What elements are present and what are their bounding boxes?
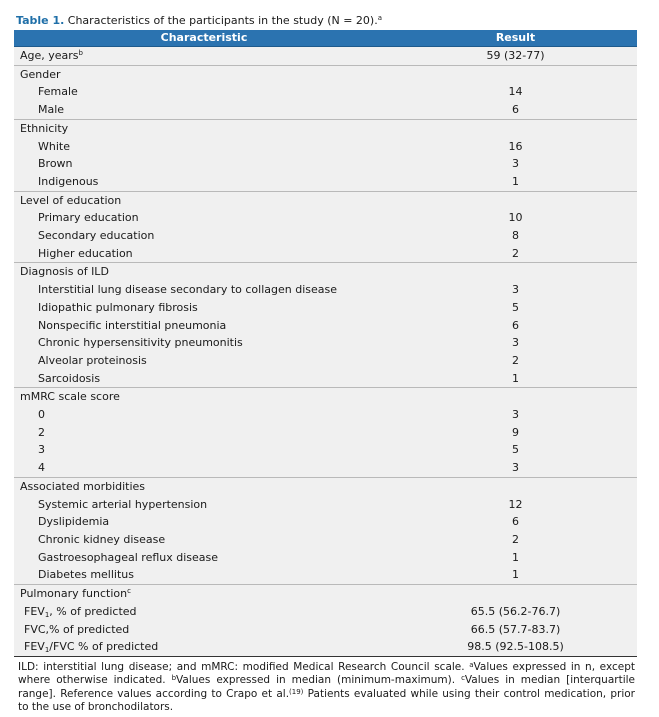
row-value: 3 [512, 408, 519, 422]
table-row [14, 334, 637, 352]
table-row [14, 585, 637, 603]
row-label: Chronic hypersensitivity pneumonitis [38, 336, 243, 350]
row-value: 1 [512, 371, 519, 385]
table-row [14, 83, 637, 101]
table-caption-text: Characteristics of the participants in the study (N = 20). [67, 14, 378, 27]
row-value: 2 [512, 353, 519, 367]
row-label: 4 [38, 461, 45, 475]
table-row [14, 549, 637, 567]
row-value: 6 [512, 103, 519, 117]
row-value: 98.5 (92.5-108.5) [467, 640, 564, 654]
footnote-reference: (19) [289, 687, 304, 696]
row-value: 3 [512, 157, 519, 171]
table-body [14, 47, 637, 656]
row-label: Female [38, 85, 78, 99]
table-row [14, 477, 637, 495]
row-label: Interstitial lung disease secondary to collagen disease [38, 283, 337, 297]
row-value [394, 65, 637, 83]
row-label: Indigenous [38, 174, 99, 188]
row-value [394, 388, 637, 406]
table-row [14, 531, 637, 549]
row-label: 0 [38, 408, 45, 422]
row-label: Systemic arterial hypertension [38, 497, 208, 511]
row-value: 3 [512, 283, 519, 297]
row-label: Age, years$^b$ [20, 49, 83, 62]
footnote-mark-c: c [461, 674, 465, 683]
table-row [14, 513, 637, 531]
row-label: 3 [38, 443, 45, 457]
table-row [14, 603, 637, 621]
row-label: Idiopathic pulmonary fibrosis [38, 300, 198, 314]
row-label: Sarcoidosis [38, 371, 101, 385]
table-row [14, 138, 637, 156]
table-row [14, 352, 637, 370]
table-row [14, 245, 637, 263]
table-row [14, 209, 637, 227]
table-caption-label: Table 1. [16, 14, 65, 27]
row-label: 2 [38, 425, 45, 439]
footnote-b-text: Values expressed in median (minimum-maximum). [176, 674, 462, 687]
footnote-abbreviations: ILD: interstitial lung disease; and mMRC: modified Medical Research Council scale. [18, 660, 470, 673]
row-label: Gastroesophageal reflux disease [38, 550, 219, 564]
row-value: 66.5 (57.7-83.7) [470, 622, 561, 636]
table-row [14, 424, 637, 442]
table-row [14, 459, 637, 477]
table-row [14, 263, 637, 281]
table-row [14, 621, 637, 639]
table-row [14, 281, 637, 299]
table-row [14, 227, 637, 245]
row-label: Diagnosis of ILD [14, 263, 394, 281]
header-result: Result [394, 30, 637, 47]
row-label: Pulmonary function$^c$ [14, 585, 394, 603]
row-label: Ethnicity [14, 119, 394, 137]
footnote-c-text: Values in median [interquartile range]. Reference values according to Crapo et al. [18, 674, 635, 700]
row-value [394, 585, 637, 603]
row-value: 1 [512, 568, 519, 582]
row-label: Level of education [14, 191, 394, 209]
row-value: 2 [512, 532, 519, 546]
table-row [14, 101, 637, 119]
row-value: 12 [508, 497, 523, 511]
footnote-medication-note: Patients evaluated while using their control medication, prior to the use of bronchodilators. [18, 687, 635, 714]
row-value: 10 [508, 211, 523, 225]
row-label: Male [38, 103, 65, 117]
row-value: 6 [512, 318, 519, 332]
table-row [14, 191, 637, 209]
row-label: Higher education [38, 246, 133, 260]
header-characteristic: Characteristic [14, 30, 394, 47]
table-row [14, 566, 637, 584]
table-row [14, 47, 637, 66]
row-label: White [38, 139, 70, 153]
table-footnote [14, 656, 637, 715]
row-label: Gender [14, 65, 394, 83]
row-value: 9 [512, 425, 519, 439]
table-caption-mark: a [377, 14, 383, 22]
row-value: 1 [512, 174, 519, 188]
row-value: 14 [508, 85, 523, 99]
table-row [14, 496, 637, 514]
table-row [14, 119, 637, 137]
row-label: Chronic kidney disease [38, 532, 166, 546]
row-label: FVC,% of predicted [24, 622, 130, 636]
row-value: 8 [512, 229, 519, 243]
table-row [14, 65, 637, 83]
row-value: 2 [512, 246, 519, 260]
row-value: 59 (32-77) [486, 49, 545, 62]
table-row [14, 155, 637, 173]
row-label: mMRC scale score [14, 388, 394, 406]
row-label: Nonspecific interstitial pneumonia [38, 318, 227, 332]
characteristics-table [14, 30, 637, 656]
table-caption [16, 10, 649, 26]
table-row [14, 638, 637, 656]
row-value: 6 [512, 515, 519, 529]
footnote-mark-b: b [171, 674, 177, 683]
table-row [14, 388, 637, 406]
table-header-row [14, 30, 637, 47]
table-row [14, 173, 637, 191]
row-label: Dyslipidemia [38, 515, 110, 529]
row-label: Brown [38, 157, 73, 171]
row-value: 5 [512, 300, 519, 314]
row-value: 3 [512, 461, 519, 475]
row-value: 1 [512, 550, 519, 564]
row-label: Primary education [38, 211, 139, 225]
row-value [394, 263, 637, 281]
row-value: 3 [512, 336, 519, 350]
row-value: 16 [508, 139, 523, 153]
table-row [14, 299, 637, 317]
row-label: Associated morbidities [14, 477, 394, 495]
row-value [394, 191, 637, 209]
row-value [394, 119, 637, 137]
row-label: Diabetes mellitus [38, 568, 134, 582]
table-row [14, 441, 637, 459]
table-row [14, 317, 637, 335]
row-value [394, 477, 637, 495]
table-row [14, 406, 637, 424]
footnote-a-text: Values expressed in n, except where otherwise indicated. [18, 660, 635, 687]
table-row [14, 370, 637, 388]
row-label: Secondary education [38, 229, 155, 243]
row-value: 65.5 (56.2-76.7) [470, 604, 561, 618]
row-value: 5 [512, 443, 519, 457]
row-label: $FEV_1$/FVC % of predicted [24, 640, 159, 655]
row-label: Alveolar proteinosis [38, 353, 147, 367]
footnote-mark-a: a [469, 660, 474, 669]
row-label: $FEV_1$, % of predicted [24, 604, 137, 619]
